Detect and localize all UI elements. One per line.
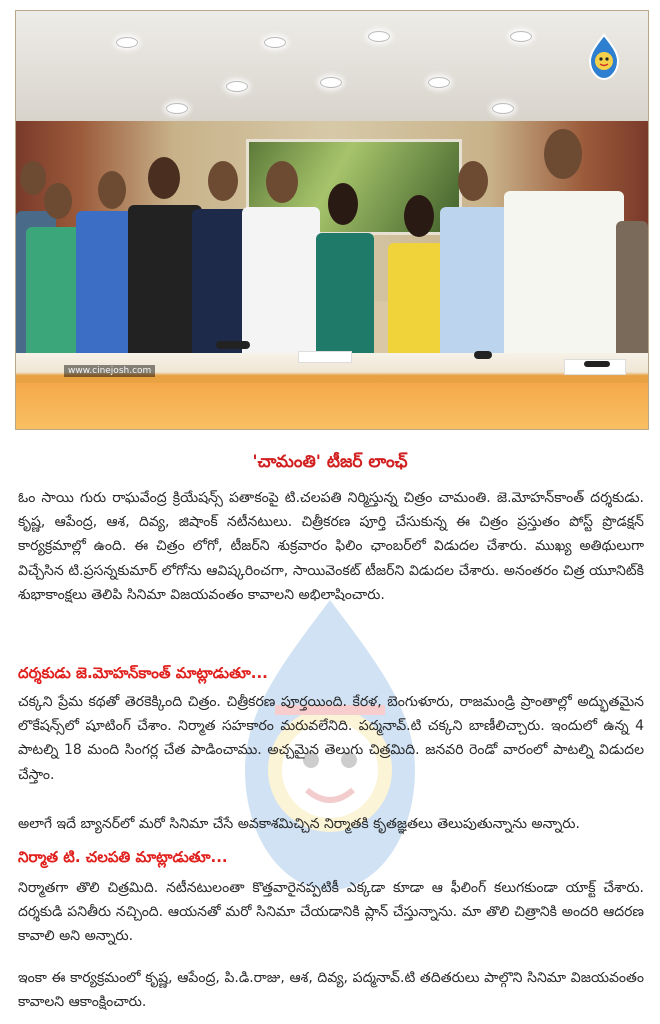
person xyxy=(242,207,320,363)
ceiling-light xyxy=(492,103,514,114)
person xyxy=(128,205,202,363)
phone xyxy=(584,361,610,367)
ceiling-light xyxy=(116,37,138,48)
person xyxy=(440,207,510,363)
table-front xyxy=(16,383,648,429)
article-paragraph: ఇంకా ఈ కార్యక్రమంలో కృష్ణ, ఆపేంద్ర, పి.డి.రాజు, ఆశ, దివ్య, పద్మనావ్.టి తదితరులు పాల్గొని సినిమా విజయవంతం కావాలని ఆకాంక్షించారు. xyxy=(18,970,644,1011)
person xyxy=(504,191,624,363)
person-head xyxy=(328,183,358,225)
person-head xyxy=(458,161,488,201)
person-head xyxy=(266,161,298,203)
article-paragraph: అలాగే ఇదే బ్యానర్‌లో మరో సినిమా చేసే అవకాశమిచ్చిన నిర్మాతకి కృతజ్ఞతలు తెలుపుతున్నాను అన్నారు. xyxy=(18,816,580,832)
article-title: 'చామంతి' టీజర్ లాంఛ్ xyxy=(252,452,408,472)
person-head xyxy=(44,183,72,219)
ceiling-light xyxy=(510,31,532,42)
phone xyxy=(474,351,492,359)
article-paragraph: చక్కని ప్రేమ కథతో తెరకెక్కింది చిత్రం. చిత్రీకరణ పూర్తయింది. కేరళ, బెంగుళూరు, రాజమండ్రి ప్రాంతాల్లో అద్భుతమైన లొకేషన్స్‌లో షూటింగ్ చేశాం. నిర్మాత సహకారం మరువలేనిది. పద్మనావ్.టి చక్కని బాణీలిచ్చారు. ఇందులో ఉన్న 4 పాటల్ని 18 మంది సింగర్ల చేత పాడించాము. అచ్చమైన తెలుగు చిత్రమిది. జనవరి రెండో వారంలో పాటల్ని విడుదల చేస్తాం. xyxy=(18,694,644,783)
paper xyxy=(298,351,352,363)
ceiling-light xyxy=(166,103,188,114)
article-paragraph: ఓం సాయి గురు రాఘవేంద్ర క్రియేషన్స్ పతాకంపై టి.చలపతి నిర్మిస్తున్న చిత్రం చామంతి. జె.మోహన్‌కాంత్ దర్శకుడు. కృష్ణ, ఆపేంద్ర, ఆశ, దివ్య, జిషాంక్ నటీనటులు. చిత్రీకరణ పూర్తి చేసుకున్న ఈ చిత్రం ప్రస్తుతం పోస్ట్ ప్రొడక్షన్ కార్యక్రమాల్లో ఉంది. ఈ చిత్రం లోగో, టీజర్‌ని శుక్రవారం ఫిలిం ఛాంబర్‌లో విడుదల చేశారు. ముఖ్య అతిథులుగా విచ్చేసిన టి.ప్రసన్నకుమార్ లోగోను ఆవిష్కరించగా, సాయివెంకట్ టీజర్‌ని విడుదల చేశారు. అనంతరం చిత్ర యూనిట్‌కి శుభాకాంక్షలు తెలిపి సినిమా విజయవంతం కావాలని అభిలాషించారు. xyxy=(18,490,644,603)
site-logo-icon xyxy=(582,33,626,81)
ceiling-light xyxy=(320,77,342,88)
ceiling-light xyxy=(226,81,248,92)
section-heading-director: దర్శకుడు జె.మోహన్‌కాంత్ మాట్లాడుతూ... xyxy=(18,664,268,682)
person xyxy=(616,221,648,363)
person-head xyxy=(208,161,238,201)
article-paragraph: నిర్మాతగా తొలి చిత్రమిది. నటీనటులంతా కొత్తవారైనప్పటికీ ఎక్కడా కూడా ఆ ఫీలింగ్ కలుగకుండా యాక్ట్ చేశారు. దర్శకుడి పనితీరు నచ్చింది. ఆయనతో మరో సినిమా చేయడానికి ప్లాన్ చేస్తున్నాను. మా తొలి చిత్రానికి అందరి ఆదరణ కావాలి అని అన్నారు. xyxy=(18,880,644,945)
ceiling-light xyxy=(368,31,390,42)
person-head xyxy=(98,171,126,209)
person-head xyxy=(404,195,434,237)
ceiling-light xyxy=(428,77,450,88)
person-head xyxy=(20,161,46,195)
person-head xyxy=(544,129,582,179)
person xyxy=(316,233,374,363)
ceiling xyxy=(16,11,648,121)
event-photo xyxy=(15,10,649,430)
ceiling-light xyxy=(264,37,286,48)
section-heading-producer: నిర్మాత టి. చలపతి మాట్లాడుతూ... xyxy=(18,848,228,866)
person-head xyxy=(148,157,180,199)
microphone xyxy=(216,341,250,349)
site-watermark: www.cinejosh.com xyxy=(64,365,155,377)
